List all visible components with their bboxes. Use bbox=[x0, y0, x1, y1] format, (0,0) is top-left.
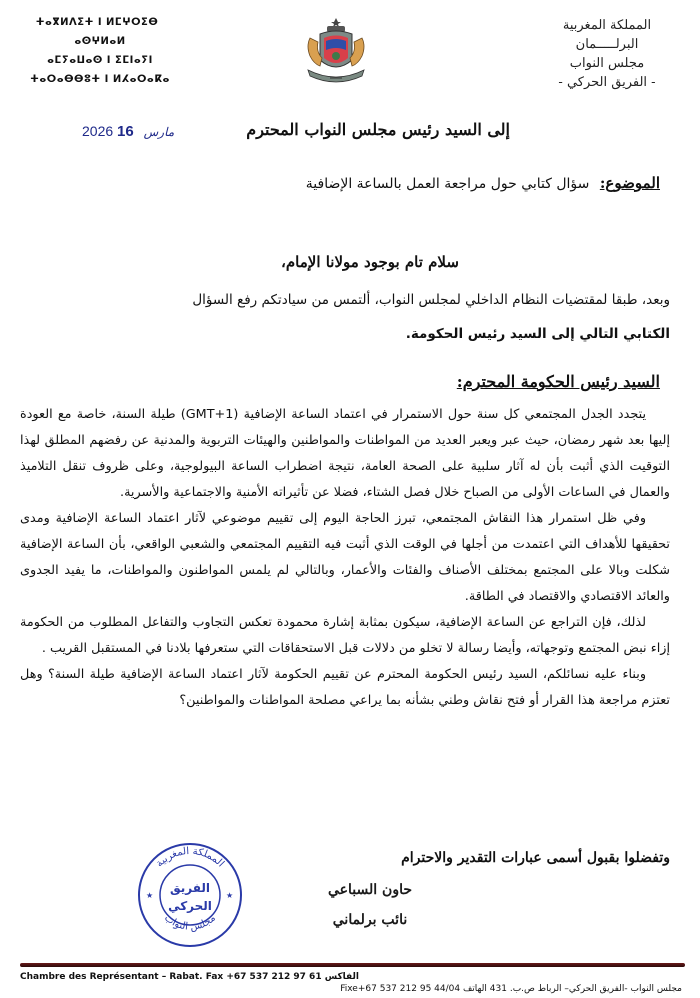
signatory-title: نائب برلماني bbox=[332, 912, 408, 928]
kingdom-line-2: البرلـــــمان bbox=[575, 37, 639, 52]
paragraph-4: وبناء عليه نسائلكم، السيد رئيس الحكومة المحترم عن تقييم الحكومة لآثار اعتماد الساعة الإضافية طيلة السنة؟ وهل تعتزم مراجعة هذا القرار أو فتح نقاش وطني بشأنه بما يراعي مصلحة المواطنات والمواطنين؟ bbox=[20, 667, 670, 708]
date-year: 2026 bbox=[82, 123, 114, 139]
closing-formula: وتفضلوا بقبول أسمى عبارات التقدير والاحترام bbox=[401, 850, 670, 866]
stamp-star-icon: ★ bbox=[146, 891, 154, 900]
tifinagh-line-1: ⵜⴰⴳⵍⴷⵉⵜ ⵏ ⵍⵎⵖⵔⵉⴱ bbox=[35, 17, 159, 28]
footer-divider bbox=[20, 963, 685, 967]
paragraph-3: لذلك، فإن التراجع عن الساعة الإضافية، سيكون بمثابة إشارة محمودة تعكس التجاوب والتفاعل المطلوب من الحكومة إزاء نبض المجتمع وتوجهاته، وأيضا رسالة لا تخلو من دلالات قبل الاستحقاقات التي ستعرفها بلادنا في المستقبل القريب . bbox=[20, 615, 670, 656]
stamp-top-text: المملكة المغربية bbox=[154, 845, 226, 870]
kingdom-line-4: - الفريق الحركي - bbox=[558, 75, 656, 90]
stamp-bottom-text: مجلس النواب bbox=[162, 912, 218, 934]
date-stamp bbox=[82, 123, 180, 140]
subject-line bbox=[306, 174, 660, 192]
stamp-star-icon: ★ bbox=[226, 891, 234, 900]
paragraph-2: وفي ظل استمرار هذا النقاش المجتمعي، تبرز الحاجة اليوم إلى تقييم موضوعي لآثار اعتماد الساعة الإضافية ومدى تحقيقها للأهداف التي اعتمدت من أجلها في الوقت الذي أثبت فيه التقييم المجتمعي والشعبي الواقعي، بأن الساعة الإضافية شكلت وبالا على المجتمع بمختلف الأصناف والفئات والأعمار، وبالتالي لم يلمس المواطنون والمواطنات، ما يفيد الجدوى والعائد الاقتصادي والاقتصاد في الطاقة. bbox=[20, 511, 670, 604]
royal-emblem-icon bbox=[296, 14, 376, 94]
tifinagh-line-3: ⴰⵎⵢⴰⵡⴰⵙ ⵏ ⵉⵎⵏⴰⵢⵏ bbox=[47, 55, 153, 66]
date-month: مارس bbox=[143, 125, 175, 139]
signatory-name: حاون السباعي bbox=[328, 882, 412, 898]
stamp-center-line-1: الفريق bbox=[169, 881, 211, 895]
footer-contact-right: مجلس النواب -الفريق الحركي– الرباط ص.ب. 431 الهاتف 44/04 95 212 537 Fixe+67 bbox=[340, 984, 682, 994]
tifinagh-line-4: ⵜⴰⵔⴰⴱⴱⵓⵜ ⵏ ⵍⵃⴰⵔⴰⴽⴰ bbox=[30, 74, 170, 85]
paragraph-1: يتجدد الجدل المجتمعي كل سنة حول الاستمرار في اعتماد الساعة الإضافية (GMT+1) طيلة السنة، خاصة مع العودة إليها بعد شهر رمضان، حيث عبر ويعبر العديد من المواطنات والمواطنين والهيئات التربوية والمدنية عن رفضهم المطلق لهذا التوقيت الذي أثبت بأن له آثار سلبية على الصحة العامة، نتيجة اضطراب الساعة البيولوجية، وعلى ظروف تنقل التلاميذ والعمال في الساعات الأولى من الصباح خلال فصل الشتاء، فضلا عن تأثيراته الأمنية والاجتماعية والأسرية. bbox=[20, 407, 670, 500]
svg-text:مجلس النواب bbox=[162, 913, 218, 933]
date-day: 16 bbox=[117, 123, 134, 140]
greeting: سلام تام بوجود مولانا الإمام، bbox=[281, 253, 459, 271]
subject-text: سؤال كتابي حول مراجعة العمل بالساعة الإضافية bbox=[305, 176, 590, 192]
letter-body bbox=[20, 402, 670, 714]
tifinagh-line-2: ⴰⵙⵖⵍⴰⵍ bbox=[74, 36, 126, 47]
kingdom-line-3: مجلس النواب bbox=[569, 56, 645, 71]
intro-line-1: وبعد، طبقا لمقتضيات النظام الداخلي لمجلس النواب، ألتمس من سيادتكم رفع السؤال bbox=[192, 292, 670, 308]
kingdom-line-1: المملكة المغربية bbox=[562, 18, 652, 33]
addressee: إلى السيد رئيس مجلس النواب المحترم bbox=[246, 120, 510, 139]
salutation: السيد رئيس الحكومة المحترم: bbox=[456, 372, 660, 391]
footer-contact-left: Chambre des Représentant – Rabat. Fax +67 537 212 97 61 الفاكس bbox=[20, 972, 359, 982]
official-stamp-icon bbox=[135, 840, 245, 950]
intro-line-2: الكتابي التالي إلى السيد رئيس الحكومة. bbox=[405, 326, 670, 342]
stamp-center-line-2: الحركي bbox=[168, 899, 212, 913]
tifinagh-header bbox=[20, 18, 180, 94]
institution-header bbox=[542, 16, 672, 92]
intro bbox=[20, 283, 670, 351]
subject-label: الموضوع: bbox=[599, 174, 660, 192]
